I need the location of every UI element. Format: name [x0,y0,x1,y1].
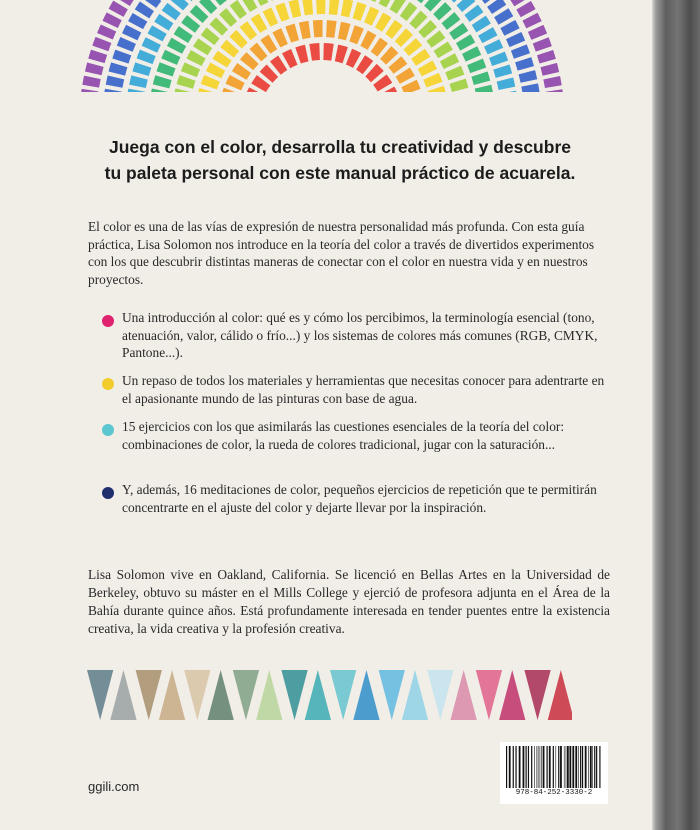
color-swatch [379,670,405,720]
color-swatch [499,670,525,720]
color-swatch [87,670,113,720]
bullet-item-4: Y, además, 16 meditaciones de color, pequeños ejercicios de repetición que te permitirán concentrarte en el ajuste del color y dejarte llevar por la inspiración. [122,482,597,515]
color-swatch [548,670,572,720]
watercolor-rainbow-illustration [0,0,652,92]
barcode-bar [549,746,551,788]
bullet-dot-navy [102,487,114,499]
color-swatch [427,670,453,720]
barcode-bar [572,746,574,788]
barcode-bar [580,746,581,788]
color-swatch [159,670,185,720]
barcode-bar [582,746,583,788]
barcode-bar [509,746,511,788]
barcode-bar [560,746,562,788]
color-swatch [353,670,379,720]
barcode-bar [528,746,529,788]
book-spine-edge [652,0,700,830]
color-swatch [476,670,502,720]
barcode-bar [596,746,597,788]
color-swatch [281,670,307,720]
barcode-bar [519,746,521,788]
color-swatch [136,670,162,720]
barcode-bar [585,746,587,788]
color-swatch [208,670,234,720]
color-swatch [330,670,356,720]
barcode-bar [578,746,579,788]
barcode-label [500,742,608,804]
barcode-bar [590,746,592,788]
color-swatch [184,670,210,720]
barcode-bar [541,746,542,788]
watercolor-swatches-illustration [86,668,572,722]
bullet-dot-turquoise [102,424,114,436]
bullet-item-1: Una introducción al color: qué es y cómo los percibimos, la terminología esencial (tono, atenuación, valor, cálido o frío...) y los sistemas de colores más comunes (RGB, CMYK, Pantone...). [122,310,598,361]
barcode-bar [567,746,569,788]
headline [60,134,620,186]
color-swatch [110,670,136,720]
publisher-website: ggili.com [88,779,140,794]
color-swatch [451,670,477,720]
color-swatch [233,670,259,720]
barcode-bar [564,746,565,788]
barcode-bar [534,746,535,788]
barcode-bar [526,746,527,788]
isbn-number: 978-84-252-3330-2 [515,789,593,797]
barcode-icon [504,746,604,788]
color-swatch [305,670,331,720]
color-swatch [402,670,428,720]
barcode-bar [538,746,539,788]
barcode-bar [553,746,554,788]
barcode-bar [523,746,525,788]
intro-paragraph: El color es una de las vías de expresión de nuestra personalidad más profunda. Con esta guía práctica, Lisa Solomon nos introduce en la teoría del color a través de divertidos experimentos con los que descubrir distintas maneras de conectar con el color en nuestra vida y en nuestros proyectos. [88,219,595,287]
bullet-dot-magenta [102,315,114,327]
barcode-bar [540,746,541,788]
barcode-bar [592,746,593,788]
barcode-bar [543,746,545,788]
barcode-bar [569,746,571,788]
color-swatch [524,670,550,720]
headline-line-1: Juega con el color, desarrolla tu creatividad y descubre [109,137,571,157]
headline-line-2: tu paleta personal con este manual práctico de acuarela. [104,163,576,183]
barcode-bar [558,746,559,788]
rainbow-band [249,52,396,93]
bullet-item-3: 15 ejercicios con los que asimilarás las cuestiones esenciales de la teoría del color: combinaciones de color, la rueda de colores tradicional, jugar con la saturación... [122,419,565,452]
barcode-bar [575,746,577,788]
barcode-bar [515,746,516,788]
barcode-bar [506,746,507,788]
barcode-bar [537,746,538,788]
barcode-bar [547,746,548,788]
barcode-bar [566,746,567,788]
author-bio: Lisa Solomon vive en Oakland, California. Se licenció en Bellas Artes en la Universidad de Berkeley, obtuvo su máster en el Mills College y ejerció de profesora adjunta en el Área de la Bahía durante quince años. Está profundamente interesada en tender puentes entre la existencia creativa, la vida creativa y la profesión creativa. [88,567,610,636]
bullet-item-2: Un repaso de todos los materiales y herramientas que necesitas conocer para adentrarte en el apasionante mundo de las pinturas con base de agua. [122,373,605,406]
color-swatch [256,670,282,720]
barcode-bar [588,746,589,788]
barcode-bar [599,746,600,788]
barcode-bar [513,746,514,788]
bullet-dot-yellow [102,378,114,390]
barcode-bar [556,746,557,788]
barcode-bar [531,746,532,788]
barcode-bar [594,746,595,788]
